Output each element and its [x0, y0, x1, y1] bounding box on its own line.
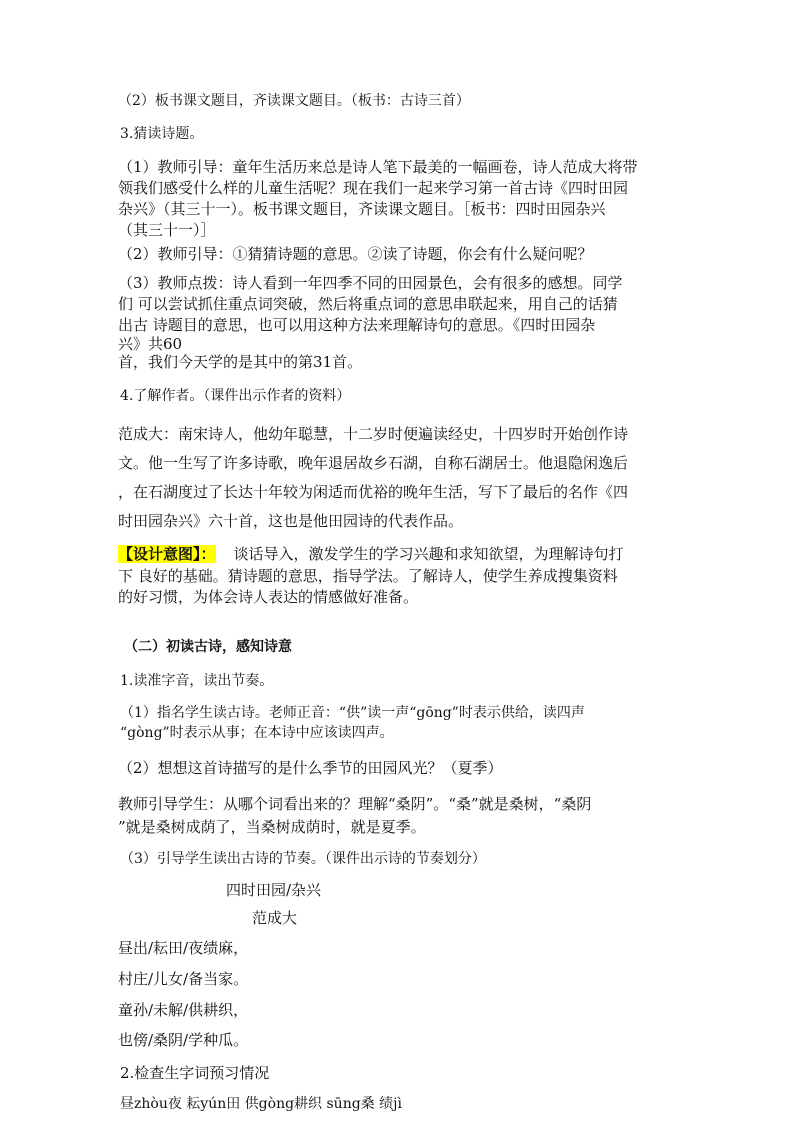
step-3-heading: 3.猜读诗题。	[120, 126, 204, 142]
paragraph-line: （1）教师引导：童年生活历来总是诗人笔下最美的一幅画卷，诗人范成大将带	[118, 158, 638, 176]
author-paragraph-line: 文。他一生写了许多诗歌，晚年退居故乡石湖，自称石湖居士。他退隐闲逸后	[118, 454, 629, 472]
paragraph-line: 杂兴》（其三十一）。板书课文题目，齐读课文题目。［板书：四时田园杂兴	[118, 200, 606, 218]
design-intent-label: 【设计意图】：	[118, 545, 216, 563]
design-intent-text: 谈话导入，激发学生的学习兴趣和求知欲望，为理解诗句打	[233, 545, 624, 563]
paragraph-line: 兴》共60	[118, 335, 183, 353]
poem-line: 也傍/桑阴/学种瓜。	[118, 1031, 249, 1049]
step-2-heading: 2.检查生字词预习情况	[120, 1064, 270, 1082]
author-paragraph-line: 范成大：南宋诗人，他幼年聪慧，十二岁时便遍读经史，十四岁时开始创作诗	[118, 425, 629, 443]
author-paragraph-line: 时田园杂兴》六十首，这也是他田园诗的代表作品。	[118, 512, 464, 530]
poem-title: 四时田园/杂兴	[226, 881, 322, 899]
season-question-line: （2）想想这首诗描写的是什么季节的田园风光？（夏季）	[118, 759, 503, 777]
design-intent-line	[118, 547, 624, 562]
poem-line: 昼出/耘田/夜绩麻，	[118, 939, 249, 957]
step-4-heading: 4.了解作者。（课件出示作者的资料）	[120, 388, 351, 404]
paragraph-line: 们 可以尝试抓住重点词突破，然后将重点词的意思串联起来，用自己的话猜	[118, 295, 618, 313]
poem-author: 范成大	[252, 909, 298, 927]
guidance-line: 教师引导学生：从哪个词看出来的？理解“桑阴”。“桑”就是桑树，“桑阴	[118, 795, 592, 813]
poem-line: 童孙/未解/供耕织，	[118, 1001, 249, 1019]
design-intent-line: 的好习惯，为体会诗人表达的情感做好准备。	[118, 588, 419, 606]
paragraph-line: （其三十一）］	[118, 221, 216, 239]
rhythm-instruction-line: （3）引导学生读出古诗的节奏。（课件出示诗的节奏划分）	[120, 851, 486, 867]
paragraph-line: 领我们感受什么样的儿童生活呢？现在我们一起来学习第一首古诗《四时田园	[118, 179, 629, 197]
pronunciation-line: （1）指名学生读古诗。老师正音：“供”读一声“gōng”时表示供给，读四声	[120, 705, 585, 721]
pronunciation-line: “gòng”时表示从事；在本诗中应该读四声。	[120, 725, 394, 741]
paragraph-line: （2）教师引导：①猜猜诗题的意思。②读了诗题，你会有什么疑问呢？	[118, 245, 593, 263]
design-intent-line: 下 良好的基础。猜诗题的意思，指导学法。了解诗人，使学生养成搜集资料	[118, 567, 618, 585]
step-1-heading: 1.读准字音，读出节奏。	[120, 673, 274, 689]
paragraph-line: 首，我们今天学的是其中的第31首。	[118, 353, 363, 371]
vocabulary-line: 昼zhòu夜 耘yún田 供gòng耕织 sūng桑 绩jì	[120, 1096, 402, 1112]
paragraph-line: 出古 诗题目的意思，也可以用这种方法来理解诗句的意思。《四时田园杂	[118, 316, 596, 334]
section-heading: （二）初读古诗，感知诗意	[124, 639, 292, 655]
author-paragraph-line: ，在石湖度过了长达十年较为闲适而优裕的晚年生活，写下了最后的名作《四	[118, 483, 629, 501]
poem-line: 村庄/儿女/备当家。	[118, 970, 249, 988]
board-title-line: （2）板书课文题目，齐读课文题目。（板书：古诗三首）	[118, 93, 470, 109]
guidance-line: ”就是桑树成荫了，当桑树成荫时，就是夏季。	[118, 818, 426, 836]
paragraph-line: （3）教师点拨：诗人看到一年四季不同的田园景色，会有很多的感想。同学	[118, 274, 623, 292]
